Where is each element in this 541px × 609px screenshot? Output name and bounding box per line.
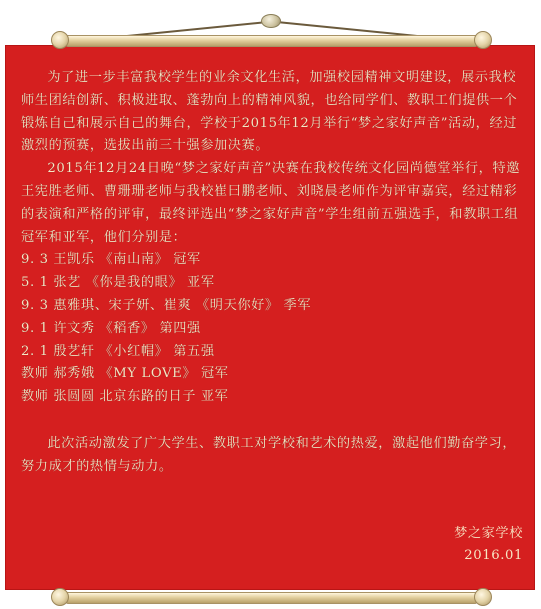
result-item: 9. 1 许文秀 《稻香》 第四强: [21, 320, 201, 336]
result-item: 教师 张圆圆 北京东路的日子 亚军: [21, 389, 229, 405]
result-item: 5. 1 张艺 《你是我的眼》 亚军: [21, 275, 215, 291]
signature-date: 2016.01: [464, 548, 523, 563]
result-item: 9. 3 王凯乐 《南山南》 冠军: [21, 252, 201, 268]
notice-body: [21, 67, 521, 479]
rod-knob-icon: [51, 31, 69, 49]
intro-paragraph-2: 2015年12月24日晚“梦之家好声音”决赛在我校传统文化园尚德堂举行，特邀王宪胜老师、曹珊珊老师与我校崔曰鹏老师、刘晓晨老师作为评审嘉宾，经过精彩的表演和严格的评审，最终评选出“梦之家好声音”学生组前五强选手，和教职工组冠军和亚军，他们分别是：: [21, 161, 521, 245]
signature-name: 梦之家学校: [454, 526, 523, 541]
rod-knob-icon: [474, 31, 492, 49]
result-item: 教师 郝秀娥 《MY LOVE》 冠军: [21, 366, 229, 382]
top-scroll-rod: [0, 29, 541, 51]
result-item: 2. 1 殷艺轩 《小红帽》 第五强: [21, 343, 215, 359]
rod-bar: [66, 35, 477, 47]
results-list: [21, 249, 521, 409]
bottom-scroll-rod: [0, 586, 541, 608]
rod-bar: [66, 592, 477, 604]
red-notice-paper: [5, 45, 535, 590]
closing-paragraph: 此次活动激发了广大学生、教职工对学校和艺术的热爱，激起他们勤奋学习，努力成才的热情与动力。: [21, 435, 517, 474]
spacer: [21, 409, 521, 433]
intro-paragraph-1: 为了进一步丰富我校学生的业余文化生活，加强校园精神文明建设，展示我校师生团结创新、积极进取、蓬勃向上的精神风貌，也给同学们、教职工们提供一个锻炼自己和展示自己的舞台，学校于2015年12月举行“梦之家好声音”活动，经过激烈的预赛，选拔出前三十强参加决赛。: [21, 70, 518, 154]
rod-knob-icon: [474, 588, 492, 606]
rod-knob-icon: [51, 588, 69, 606]
result-item: 9. 3 惠雅琪、宋子妍、崔爽 《明天你好》 季军: [21, 297, 312, 313]
nail-icon: [261, 14, 281, 28]
